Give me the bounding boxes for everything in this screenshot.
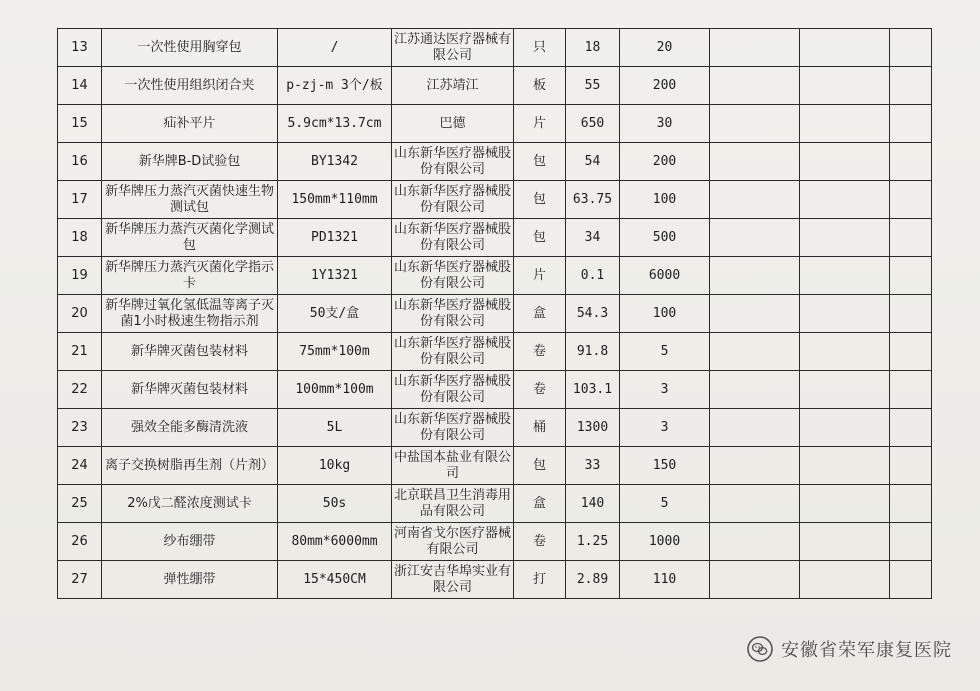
- table-row: [58, 485, 932, 523]
- table-row: [58, 371, 932, 409]
- cell-empty: [800, 523, 890, 561]
- cell-price: 55: [566, 67, 620, 105]
- cell-price: 2.89: [566, 561, 620, 599]
- cell-empty: [890, 105, 932, 143]
- cell-manufacturer: 浙江安吉华埠实业有限公司: [392, 561, 514, 599]
- cell-empty: [710, 219, 800, 257]
- cell-no: 22: [58, 371, 102, 409]
- cell-manufacturer: 山东新华医疗器械股份有限公司: [392, 409, 514, 447]
- cell-empty: [890, 219, 932, 257]
- cell-empty: [890, 143, 932, 181]
- cell-manufacturer: 山东新华医疗器械股份有限公司: [392, 333, 514, 371]
- cell-no: 18: [58, 219, 102, 257]
- cell-quantity: 3: [620, 371, 710, 409]
- cell-spec: 80mm*6000mm: [278, 523, 392, 561]
- cell-unit: 桶: [514, 409, 566, 447]
- cell-quantity: 30: [620, 105, 710, 143]
- cell-no: 23: [58, 409, 102, 447]
- cell-product-name: 弹性绷带: [102, 561, 278, 599]
- table-row: [58, 29, 932, 67]
- cell-empty: [800, 371, 890, 409]
- table-row: [58, 523, 932, 561]
- cell-manufacturer: 河南省戈尔医疗器械有限公司: [392, 523, 514, 561]
- cell-price: 34: [566, 219, 620, 257]
- cell-no: 20: [58, 295, 102, 333]
- cell-quantity: 3: [620, 409, 710, 447]
- cell-quantity: 6000: [620, 257, 710, 295]
- cell-no: 13: [58, 29, 102, 67]
- watermark: [747, 635, 952, 663]
- cell-quantity: 200: [620, 143, 710, 181]
- cell-empty: [890, 409, 932, 447]
- cell-product-name: 疝补平片: [102, 105, 278, 143]
- cell-spec: BY1342: [278, 143, 392, 181]
- cell-product-name: 新华牌灭菌包装材料: [102, 333, 278, 371]
- cell-spec: 5L: [278, 409, 392, 447]
- cell-product-name: 一次性使用胸穿包: [102, 29, 278, 67]
- cell-empty: [890, 67, 932, 105]
- cell-unit: 片: [514, 105, 566, 143]
- cell-spec: /: [278, 29, 392, 67]
- cell-empty: [890, 561, 932, 599]
- cell-unit: 盒: [514, 485, 566, 523]
- table-row: [58, 219, 932, 257]
- cell-unit: 只: [514, 29, 566, 67]
- cell-price: 54.3: [566, 295, 620, 333]
- cell-price: 0.1: [566, 257, 620, 295]
- cell-empty: [800, 29, 890, 67]
- cell-price: 18: [566, 29, 620, 67]
- table-row: [58, 143, 932, 181]
- cell-empty: [710, 105, 800, 143]
- cell-spec: 10kg: [278, 447, 392, 485]
- cell-no: 25: [58, 485, 102, 523]
- table-row: [58, 561, 932, 599]
- cell-empty: [800, 295, 890, 333]
- cell-quantity: 1000: [620, 523, 710, 561]
- cell-quantity: 5: [620, 485, 710, 523]
- cell-quantity: 100: [620, 181, 710, 219]
- cell-empty: [800, 447, 890, 485]
- cell-empty: [800, 333, 890, 371]
- cell-empty: [890, 485, 932, 523]
- cell-price: 650: [566, 105, 620, 143]
- cell-quantity: 100: [620, 295, 710, 333]
- cell-quantity: 110: [620, 561, 710, 599]
- cell-quantity: 5: [620, 333, 710, 371]
- table-body: [58, 29, 932, 599]
- cell-quantity: 150: [620, 447, 710, 485]
- cell-quantity: 20: [620, 29, 710, 67]
- cell-empty: [800, 181, 890, 219]
- cell-price: 1300: [566, 409, 620, 447]
- cell-product-name: 离子交换树脂再生剂（片剂）: [102, 447, 278, 485]
- watermark-text: 安徽省荣军康复医院: [781, 640, 952, 661]
- cell-product-name: 2%戊二醛浓度测试卡: [102, 485, 278, 523]
- table-row: [58, 409, 932, 447]
- cell-empty: [800, 561, 890, 599]
- cell-price: 103.1: [566, 371, 620, 409]
- cell-empty: [800, 409, 890, 447]
- cell-product-name: 强效全能多酶清洗液: [102, 409, 278, 447]
- cell-unit: 板: [514, 67, 566, 105]
- cell-product-name: 新华牌过氧化氢低温等离子灭菌1小时极速生物指示剂: [102, 295, 278, 333]
- cell-no: 27: [58, 561, 102, 599]
- table-row: [58, 67, 932, 105]
- cell-empty: [800, 143, 890, 181]
- cell-empty: [710, 295, 800, 333]
- cell-empty: [710, 485, 800, 523]
- cell-product-name: 新华牌B-D试验包: [102, 143, 278, 181]
- cell-no: 26: [58, 523, 102, 561]
- cell-price: 63.75: [566, 181, 620, 219]
- cell-empty: [710, 29, 800, 67]
- supplies-table: [57, 28, 932, 599]
- cell-empty: [710, 181, 800, 219]
- cell-price: 1.25: [566, 523, 620, 561]
- cell-spec: 50s: [278, 485, 392, 523]
- cell-spec: 5.9cm*13.7cm: [278, 105, 392, 143]
- cell-product-name: 一次性使用组织闭合夹: [102, 67, 278, 105]
- cell-manufacturer: 山东新华医疗器械股份有限公司: [392, 143, 514, 181]
- cell-no: 15: [58, 105, 102, 143]
- cell-empty: [710, 143, 800, 181]
- cell-price: 140: [566, 485, 620, 523]
- cell-spec: 100mm*100m: [278, 371, 392, 409]
- cell-manufacturer: 山东新华医疗器械股份有限公司: [392, 181, 514, 219]
- cell-spec: 150mm*110mm: [278, 181, 392, 219]
- cell-empty: [890, 447, 932, 485]
- cell-empty: [710, 561, 800, 599]
- cell-empty: [710, 333, 800, 371]
- table-row: [58, 257, 932, 295]
- cell-manufacturer: 江苏靖江: [392, 67, 514, 105]
- cell-empty: [800, 219, 890, 257]
- cell-unit: 包: [514, 447, 566, 485]
- cell-price: 54: [566, 143, 620, 181]
- wechat-icon: [747, 636, 773, 662]
- cell-price: 91.8: [566, 333, 620, 371]
- cell-manufacturer: 巴德: [392, 105, 514, 143]
- cell-empty: [710, 409, 800, 447]
- cell-empty: [890, 181, 932, 219]
- cell-product-name: 新华牌压力蒸汽灭菌化学测试包: [102, 219, 278, 257]
- cell-empty: [800, 485, 890, 523]
- cell-no: 14: [58, 67, 102, 105]
- cell-spec: p-zj-m 3个/板: [278, 67, 392, 105]
- cell-unit: 盒: [514, 295, 566, 333]
- cell-unit: 卷: [514, 523, 566, 561]
- table-row: [58, 295, 932, 333]
- cell-quantity: 200: [620, 67, 710, 105]
- cell-empty: [710, 67, 800, 105]
- cell-unit: 卷: [514, 371, 566, 409]
- cell-no: 24: [58, 447, 102, 485]
- cell-manufacturer: 山东新华医疗器械股份有限公司: [392, 257, 514, 295]
- table-row: [58, 447, 932, 485]
- cell-empty: [890, 523, 932, 561]
- cell-no: 19: [58, 257, 102, 295]
- cell-empty: [710, 447, 800, 485]
- cell-empty: [710, 371, 800, 409]
- cell-product-name: 新华牌灭菌包装材料: [102, 371, 278, 409]
- cell-quantity: 500: [620, 219, 710, 257]
- cell-spec: 50支/盒: [278, 295, 392, 333]
- cell-manufacturer: 山东新华医疗器械股份有限公司: [392, 371, 514, 409]
- cell-empty: [800, 67, 890, 105]
- cell-empty: [800, 105, 890, 143]
- cell-unit: 打: [514, 561, 566, 599]
- cell-manufacturer: 北京联昌卫生消毒用品有限公司: [392, 485, 514, 523]
- cell-unit: 卷: [514, 333, 566, 371]
- cell-price: 33: [566, 447, 620, 485]
- cell-manufacturer: 山东新华医疗器械股份有限公司: [392, 295, 514, 333]
- cell-manufacturer: 江苏通达医疗器械有限公司: [392, 29, 514, 67]
- cell-unit: 包: [514, 181, 566, 219]
- cell-empty: [890, 257, 932, 295]
- cell-empty: [890, 333, 932, 371]
- cell-unit: 包: [514, 219, 566, 257]
- cell-no: 16: [58, 143, 102, 181]
- cell-product-name: 纱布绷带: [102, 523, 278, 561]
- cell-empty: [800, 257, 890, 295]
- cell-no: 21: [58, 333, 102, 371]
- cell-spec: 1Y1321: [278, 257, 392, 295]
- cell-unit: 包: [514, 143, 566, 181]
- cell-product-name: 新华牌压力蒸汽灭菌快速生物测试包: [102, 181, 278, 219]
- table-row: [58, 181, 932, 219]
- cell-spec: 15*450CM: [278, 561, 392, 599]
- cell-empty: [890, 371, 932, 409]
- table-row: [58, 105, 932, 143]
- cell-empty: [890, 29, 932, 67]
- cell-unit: 片: [514, 257, 566, 295]
- cell-empty: [710, 257, 800, 295]
- cell-empty: [890, 295, 932, 333]
- cell-spec: PD1321: [278, 219, 392, 257]
- cell-manufacturer: 山东新华医疗器械股份有限公司: [392, 219, 514, 257]
- cell-empty: [710, 523, 800, 561]
- table-row: [58, 333, 932, 371]
- cell-no: 17: [58, 181, 102, 219]
- cell-spec: 75mm*100m: [278, 333, 392, 371]
- cell-product-name: 新华牌压力蒸汽灭菌化学指示卡: [102, 257, 278, 295]
- cell-manufacturer: 中盐国本盐业有限公司: [392, 447, 514, 485]
